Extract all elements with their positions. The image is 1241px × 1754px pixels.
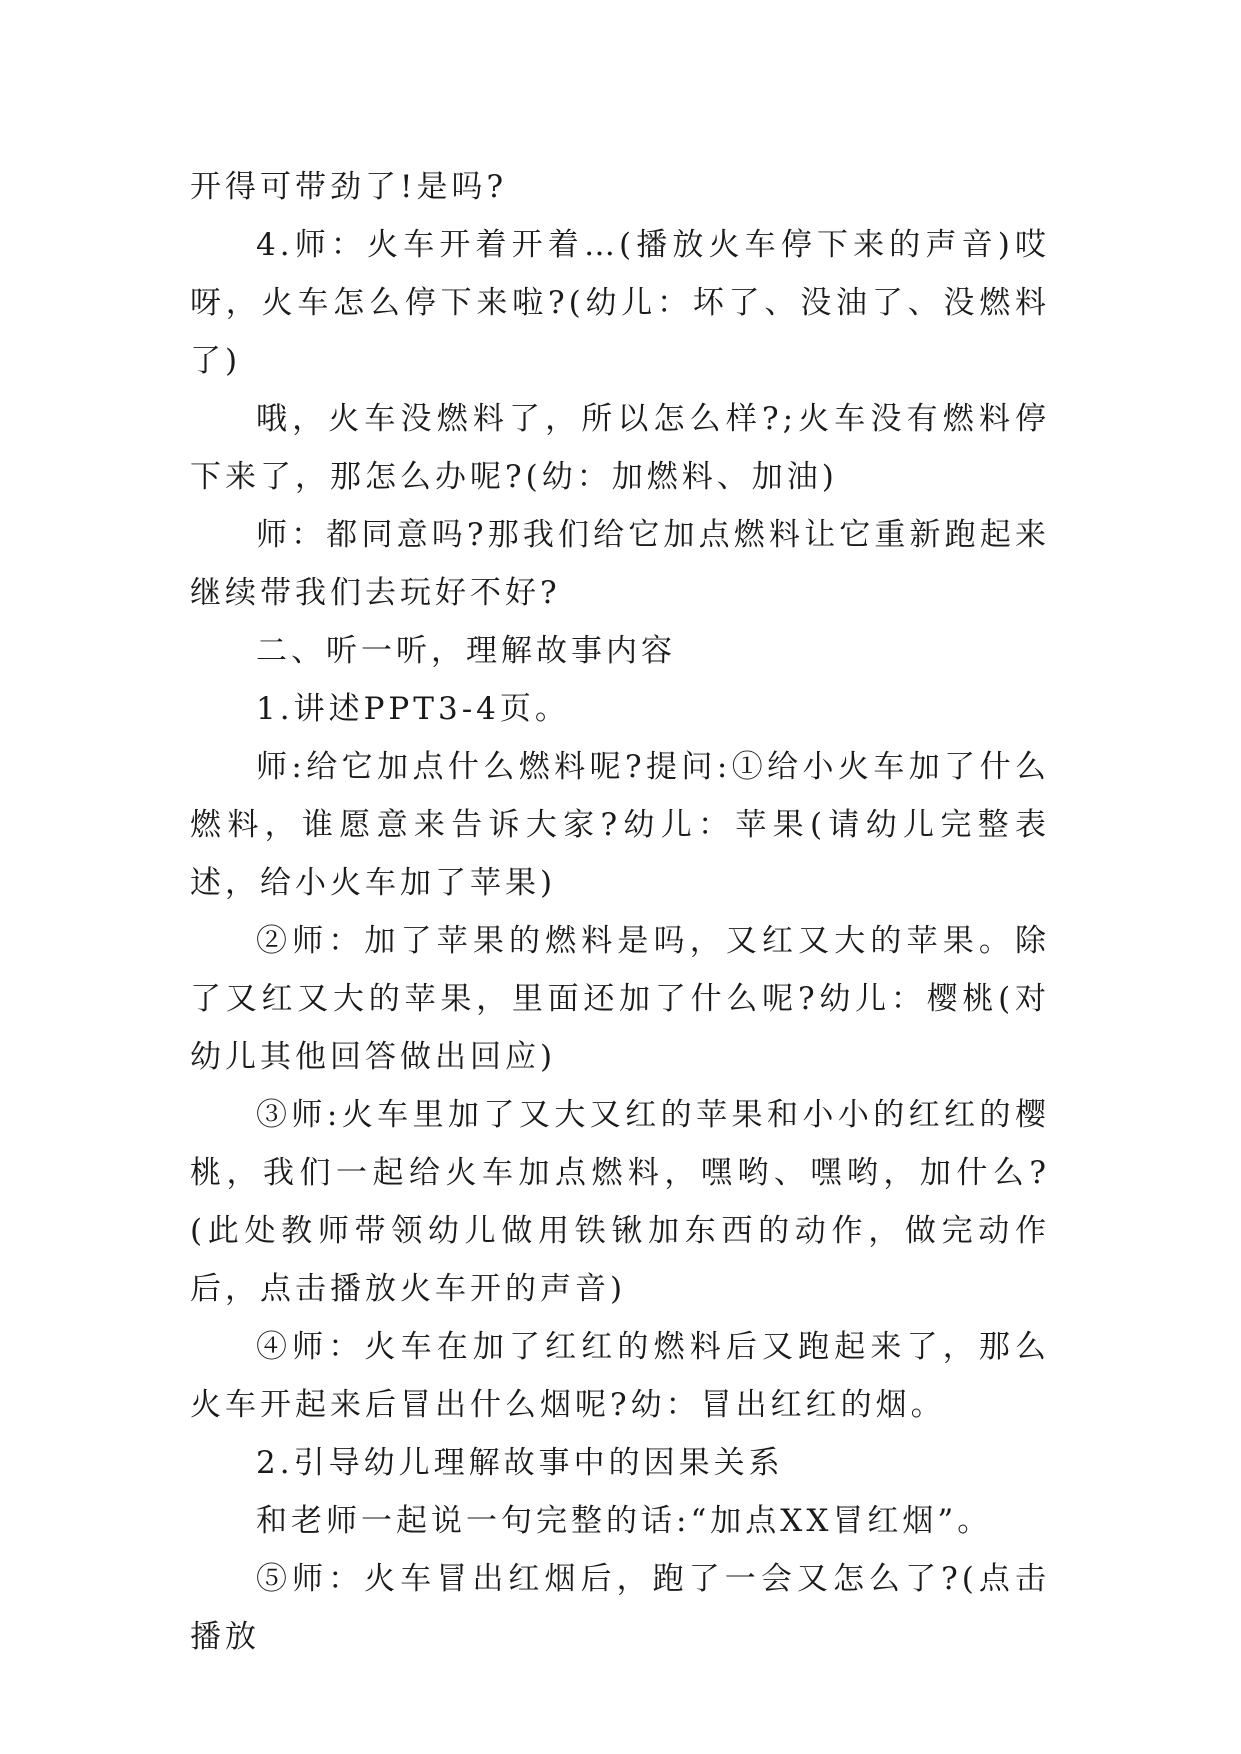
paragraph-2: 4.师：火车开着开着…(播放火车停下来的声音)哎呀，火车怎么停下来啦?(幼儿：坏了、没油了、没燃料了): [190, 227, 1050, 379]
paragraph-12: 和老师一起说一句完整的话:“加点XX冒红烟”。: [256, 1503, 993, 1539]
paragraph-10: ④师：火车在加了红红的燃料后又跑起来了，那么火车开起来后冒出什么烟呢?幼：冒出红红的烟。: [190, 1329, 1050, 1423]
paragraph-13: ⑤师：火车冒出红烟后，跑了一会又怎么了?(点击播放: [190, 1561, 1050, 1655]
paragraph-11: 2.引导幼儿理解故事中的因果关系: [256, 1445, 784, 1481]
paragraph-8: ②师：加了苹果的燃料是吗，又红又大的苹果。除了又红又大的苹果，里面还加了什么呢?幼儿：樱桃(对幼儿其他回答做出回应): [190, 923, 1050, 1075]
section-heading-2: 二、听一听，理解故事内容: [256, 633, 676, 669]
document-body: [190, 158, 1050, 1666]
paragraph-9: ③师:火车里加了又大又红的苹果和小小的红红的樱桃，我们一起给火车加点燃料，嘿哟、嘿哟，加什么?(此处教师带领幼儿做用铁锹加东西的动作，做完动作后，点击播放火车开的声音): [190, 1097, 1050, 1307]
paragraph-6: 1.讲述PPT3-4页。: [256, 691, 570, 727]
paragraph-3: 哦，火车没燃料了，所以怎么样?;火车没有燃料停下来了，那怎么办呢?(幼：加燃料、加油): [190, 401, 1050, 495]
paragraph-7: 师:给它加点什么燃料呢?提问:①给小火车加了什么燃料，谁愿意来告诉大家?幼儿：苹果(请幼儿完整表述，给小火车加了苹果): [190, 749, 1050, 901]
paragraph-1: 开得可带劲了!是吗?: [190, 169, 508, 205]
paragraph-4: 师：都同意吗?那我们给它加点燃料让它重新跑起来继续带我们去玩好不好?: [190, 517, 1050, 611]
